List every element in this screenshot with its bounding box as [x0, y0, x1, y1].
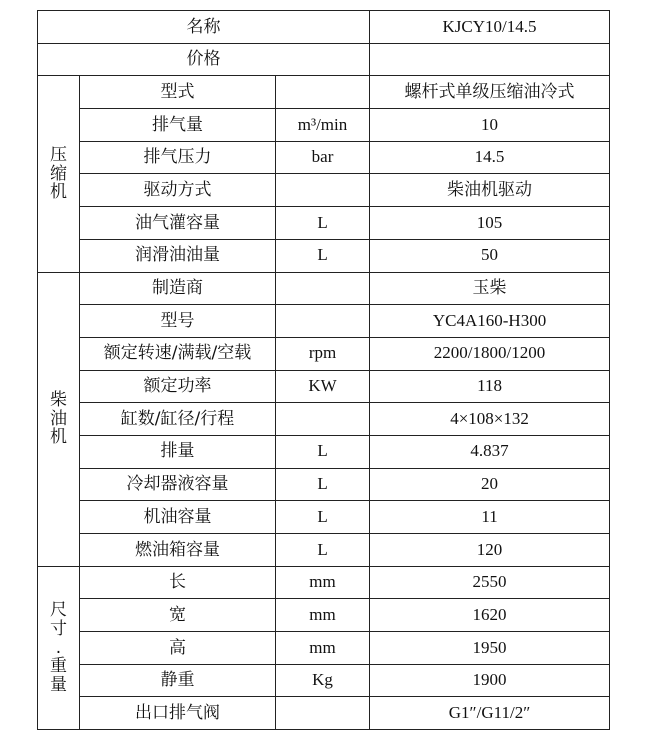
spec-table-body: [38, 11, 610, 730]
compressor-group-char: 压: [50, 144, 67, 165]
engine-param-label: 排量: [80, 435, 276, 468]
dimensions-param-unit: Kg: [276, 664, 370, 697]
engine-param-unit: [276, 403, 370, 436]
engine-row: [38, 501, 610, 534]
dimensions-param-value: 2550: [370, 566, 610, 599]
compressor-row: [38, 141, 610, 174]
engine-param-value: 120: [370, 534, 610, 567]
dimensions-row: [38, 664, 610, 697]
compressor-param-unit: bar: [276, 141, 370, 174]
engine-param-label: 燃油箱容量: [80, 534, 276, 567]
engine-param-value: 4×108×132: [370, 403, 610, 436]
compressor-row: [38, 207, 610, 240]
engine-param-unit: [276, 272, 370, 305]
engine-row: [38, 337, 610, 370]
compressor-param-unit: L: [276, 239, 370, 272]
name-row: [38, 11, 610, 44]
engine-row: [38, 403, 610, 436]
compressor-group-label: [38, 76, 80, 272]
dimensions-row: [38, 566, 610, 599]
dimensions-param-label: 出口排气阀: [80, 697, 276, 730]
compressor-param-label: 排气量: [80, 109, 276, 142]
dimensions-param-unit: mm: [276, 599, 370, 632]
compressor-param-label: 排气压力: [80, 141, 276, 174]
compressor-param-value: 螺杆式单级压缩油冷式: [370, 76, 610, 109]
compressor-row: [38, 174, 610, 207]
dimensions-param-value: G1″/G11/2″: [370, 697, 610, 730]
engine-param-value: 11: [370, 501, 610, 534]
price-row: [38, 43, 610, 76]
dimensions-row: [38, 697, 610, 730]
compressor-group-char: 机: [50, 182, 67, 203]
dimensions-param-unit: mm: [276, 566, 370, 599]
dimensions-group-label: [38, 566, 80, 729]
dimensions-group-char: .: [55, 637, 62, 658]
compressor-param-label: 油气灌容量: [80, 207, 276, 240]
engine-param-label: 冷却器液容量: [80, 468, 276, 501]
price-label: 价格: [38, 43, 370, 76]
engine-param-unit: L: [276, 501, 370, 534]
compressor-param-value: 10: [370, 109, 610, 142]
engine-param-value: YC4A160-H300: [370, 305, 610, 338]
dimensions-row: [38, 632, 610, 665]
engine-row: [38, 370, 610, 403]
engine-param-unit: L: [276, 468, 370, 501]
compressor-row: [38, 76, 610, 109]
engine-param-label: 机油容量: [80, 501, 276, 534]
compressor-param-value: 14.5: [370, 141, 610, 174]
engine-param-label: 缸数/缸径/行程: [80, 403, 276, 436]
engine-param-unit: rpm: [276, 337, 370, 370]
engine-param-unit: [276, 305, 370, 338]
compressor-row: [38, 239, 610, 272]
engine-row: [38, 534, 610, 567]
engine-param-value: 2200/1800/1200: [370, 337, 610, 370]
compressor-row: [38, 109, 610, 142]
compressor-param-value: 柴油机驱动: [370, 174, 610, 207]
dimensions-param-label: 长: [80, 566, 276, 599]
compressor-param-unit: [276, 174, 370, 207]
engine-group-label: [38, 272, 80, 566]
engine-param-value: 20: [370, 468, 610, 501]
engine-param-label: 制造商: [80, 272, 276, 305]
engine-row: [38, 468, 610, 501]
spec-table: [37, 10, 610, 730]
engine-param-value: 118: [370, 370, 610, 403]
name-value: KJCY10/14.5: [370, 11, 610, 44]
dimensions-param-value: 1950: [370, 632, 610, 665]
dimensions-param-value: 1900: [370, 664, 610, 697]
engine-row: [38, 305, 610, 338]
price-value: [370, 43, 610, 76]
engine-group-char: 油: [50, 408, 67, 429]
compressor-param-value: 50: [370, 239, 610, 272]
dimensions-param-label: 宽: [80, 599, 276, 632]
engine-group-char: 柴: [50, 390, 67, 411]
engine-group-char: 机: [50, 427, 67, 448]
engine-param-value: 玉柴: [370, 272, 610, 305]
engine-param-label: 型号: [80, 305, 276, 338]
compressor-param-unit: [276, 76, 370, 109]
compressor-param-label: 型式: [80, 76, 276, 109]
dimensions-param-label: 高: [80, 632, 276, 665]
dimensions-group-char: 尺: [50, 600, 67, 621]
dimensions-row: [38, 599, 610, 632]
compressor-param-value: 105: [370, 207, 610, 240]
engine-row: [38, 435, 610, 468]
engine-param-label: 额定转速/满载/空载: [80, 337, 276, 370]
dimensions-param-label: 静重: [80, 664, 276, 697]
engine-param-unit: L: [276, 534, 370, 567]
dimensions-param-unit: mm: [276, 632, 370, 665]
engine-param-unit: KW: [276, 370, 370, 403]
compressor-group-char: 缩: [50, 163, 67, 184]
dimensions-param-value: 1620: [370, 599, 610, 632]
dimensions-group-char: 量: [50, 674, 67, 695]
engine-row: [38, 272, 610, 305]
engine-param-label: 额定功率: [80, 370, 276, 403]
compressor-param-label: 驱动方式: [80, 174, 276, 207]
dimensions-group-char: 重: [50, 656, 67, 677]
name-label: 名称: [38, 11, 370, 44]
compressor-param-label: 润滑油油量: [80, 239, 276, 272]
dimensions-param-unit: [276, 697, 370, 730]
dimensions-group-char: 寸: [50, 618, 67, 639]
compressor-param-unit: m³/min: [276, 109, 370, 142]
engine-param-unit: L: [276, 435, 370, 468]
engine-param-value: 4.837: [370, 435, 610, 468]
compressor-param-unit: L: [276, 207, 370, 240]
